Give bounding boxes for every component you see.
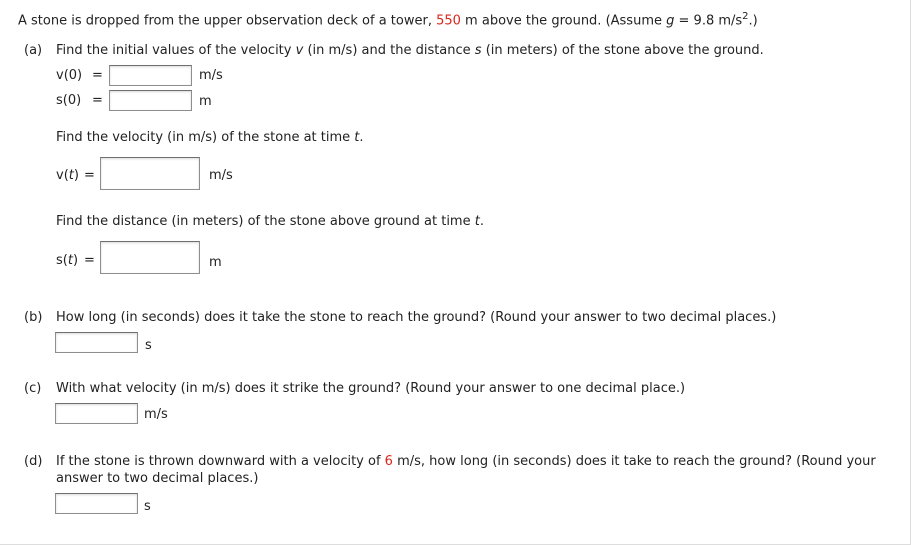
intro-text-eq: = 9.8 m/s [674,13,743,29]
part-d-prompt-line2: answer to two decimal places.) [56,471,259,486]
part-d-input[interactable] [55,493,138,514]
t-symbol: t [354,130,360,145]
velocity-prompt [56,130,364,145]
part-b-label: (b) [24,310,43,325]
part-d-velocity-value: 6 [384,454,393,469]
st-input[interactable] [100,241,200,274]
s-symbol: s [474,43,482,58]
v0-unit: m/s [199,68,223,83]
vt-label-end: ) [73,168,79,183]
vt-input[interactable] [100,157,200,190]
vt-unit: m/s [209,168,233,183]
part-c-input[interactable] [55,403,138,424]
v0-label: v(0) [56,68,83,83]
s0-unit: m [199,94,212,109]
s0-label: s(0) [56,93,82,108]
height-value: 550 [436,13,461,29]
part-b-input[interactable] [55,332,138,353]
part-a-prompt-end: (in meters) of the stone above the ground. [481,43,764,58]
part-d-label: (d) [24,454,43,469]
s0-equals: = [92,93,103,108]
distance-prompt-end: . [479,214,484,229]
distance-prompt-text: Find the distance (in meters) of the stone above ground at time [56,214,475,229]
part-a-prompt-text: Find the initial values of the velocity [56,43,296,58]
s0-input[interactable] [109,90,192,111]
velocity-prompt-text: Find the velocity (in m/s) of the stone at time [56,130,355,145]
exponent: 2 [742,11,749,22]
velocity-prompt-end: . [359,130,364,145]
vt-label-t: t [68,168,74,183]
part-a-label: (a) [24,43,43,58]
part-a-prompt-mid: (in m/s) and the distance [303,43,475,58]
part-c-label: (c) [24,381,42,396]
v-symbol: v [295,43,304,58]
part-c-unit: m/s [144,407,168,422]
part-d-prompt [56,454,876,469]
vt-label [56,168,79,183]
vt-label-v: v( [56,168,69,183]
intro-text: A stone is dropped from the upper observation deck of a tower, [18,13,437,29]
st-equals: = [84,253,95,268]
v0-input[interactable] [109,65,192,86]
t-symbol: t [474,214,480,229]
intro-text-end: .) [748,13,758,29]
problem-statement [18,11,758,28]
part-a-prompt [56,43,764,58]
distance-prompt [56,214,484,229]
st-label-t: t [67,253,73,268]
part-c-prompt: With what velocity (in m/s) does it strike the ground? (Round your answer to one decimal place.) [56,381,686,396]
st-label-end: ) [72,253,79,268]
part-d-unit: s [144,499,151,514]
st-unit: m [209,255,222,270]
st-label [56,253,78,268]
part-b-prompt: How long (in seconds) does it take the stone to reach the ground? (Round your answer to two decimal places.) [56,310,777,325]
vt-equals: = [84,168,95,183]
part-b-unit: s [145,338,152,353]
v0-equals: = [92,68,103,83]
g-symbol: g [666,13,675,29]
part-d-prompt-after: m/s, how long (in seconds) does it take to reach the ground? (Round your [392,454,876,469]
st-label-s: s( [56,253,68,268]
part-d-prompt-text: If the stone is thrown downward with a velocity of [56,454,385,469]
intro-text-mid: m above the ground. (Assume [460,13,667,29]
